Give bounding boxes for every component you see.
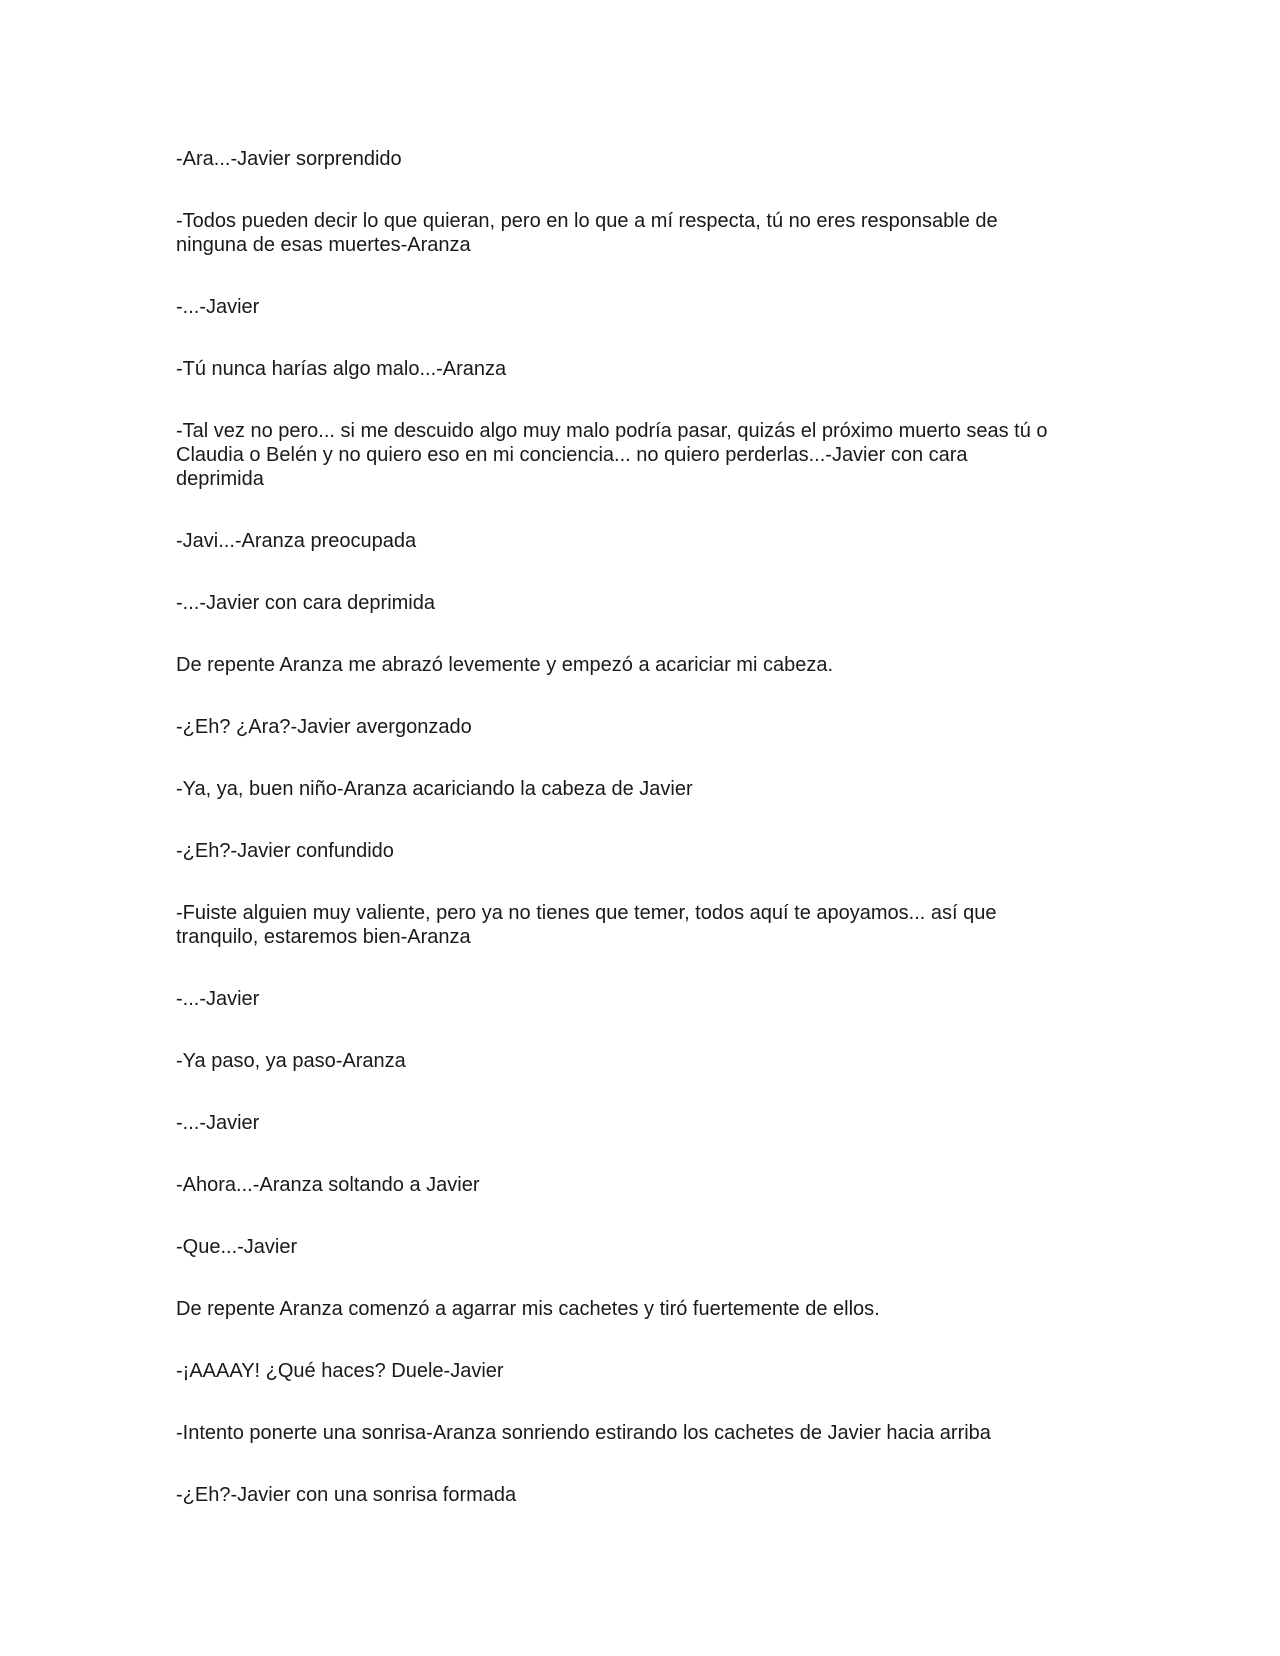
- paragraph-13: -...-Javier: [176, 988, 260, 1010]
- paragraph-9: -¿Eh? ¿Ara?-Javier avergonzado: [176, 716, 472, 738]
- paragraph-21: -¿Eh?-Javier con una sonrisa formada: [176, 1484, 517, 1506]
- paragraph-11: -¿Eh?-Javier confundido: [176, 840, 394, 862]
- document-body: [176, 147, 1106, 1545]
- paragraph-7: -...-Javier con cara deprimida: [176, 592, 435, 614]
- paragraph-19: -¡AAAAY! ¿Qué haces? Duele-Javier: [176, 1360, 504, 1382]
- paragraph-10: -Ya, ya, buen niño-Aranza acariciando la cabeza de Javier: [176, 778, 693, 800]
- paragraph-14: -Ya paso, ya paso-Aranza: [176, 1050, 406, 1072]
- paragraph-6: -Javi...-Aranza preocupada: [176, 530, 417, 552]
- paragraph-12: -Fuiste alguien muy valiente, pero ya no tienes que temer, todos aquí te apoyamos... así que tranquilo, estaremos bien-Aranza: [176, 902, 997, 948]
- paragraph-16: -Ahora...-Aranza soltando a Javier: [176, 1174, 480, 1196]
- paragraph-18: De repente Aranza comenzó a agarrar mis cachetes y tiró fuertemente de ellos.: [176, 1298, 880, 1320]
- paragraph-15: -...-Javier: [176, 1112, 260, 1134]
- paragraph-3: -...-Javier: [176, 296, 260, 318]
- paragraph-1: -Ara...-Javier sorprendido: [176, 148, 402, 170]
- paragraph-2: -Todos pueden decir lo que quieran, pero en lo que a mí respecta, tú no eres responsable de ninguna de esas muertes-Aranza: [176, 210, 998, 256]
- paragraph-17: -Que...-Javier: [176, 1236, 298, 1258]
- paragraph-20: -Intento ponerte una sonrisa-Aranza sonriendo estirando los cachetes de Javier hacia arriba: [176, 1422, 991, 1444]
- paragraph-4: -Tú nunca harías algo malo...-Aranza: [176, 358, 507, 380]
- paragraph-8: De repente Aranza me abrazó levemente y empezó a acariciar mi cabeza.: [176, 654, 834, 676]
- paragraph-5: -Tal vez no pero... si me descuido algo muy malo podría pasar, quizás el próximo muerto seas tú o Claudia o Belén y no quiero eso en mi conciencia... no quiero perderlas...-Javier con cara deprimida: [176, 420, 1048, 490]
